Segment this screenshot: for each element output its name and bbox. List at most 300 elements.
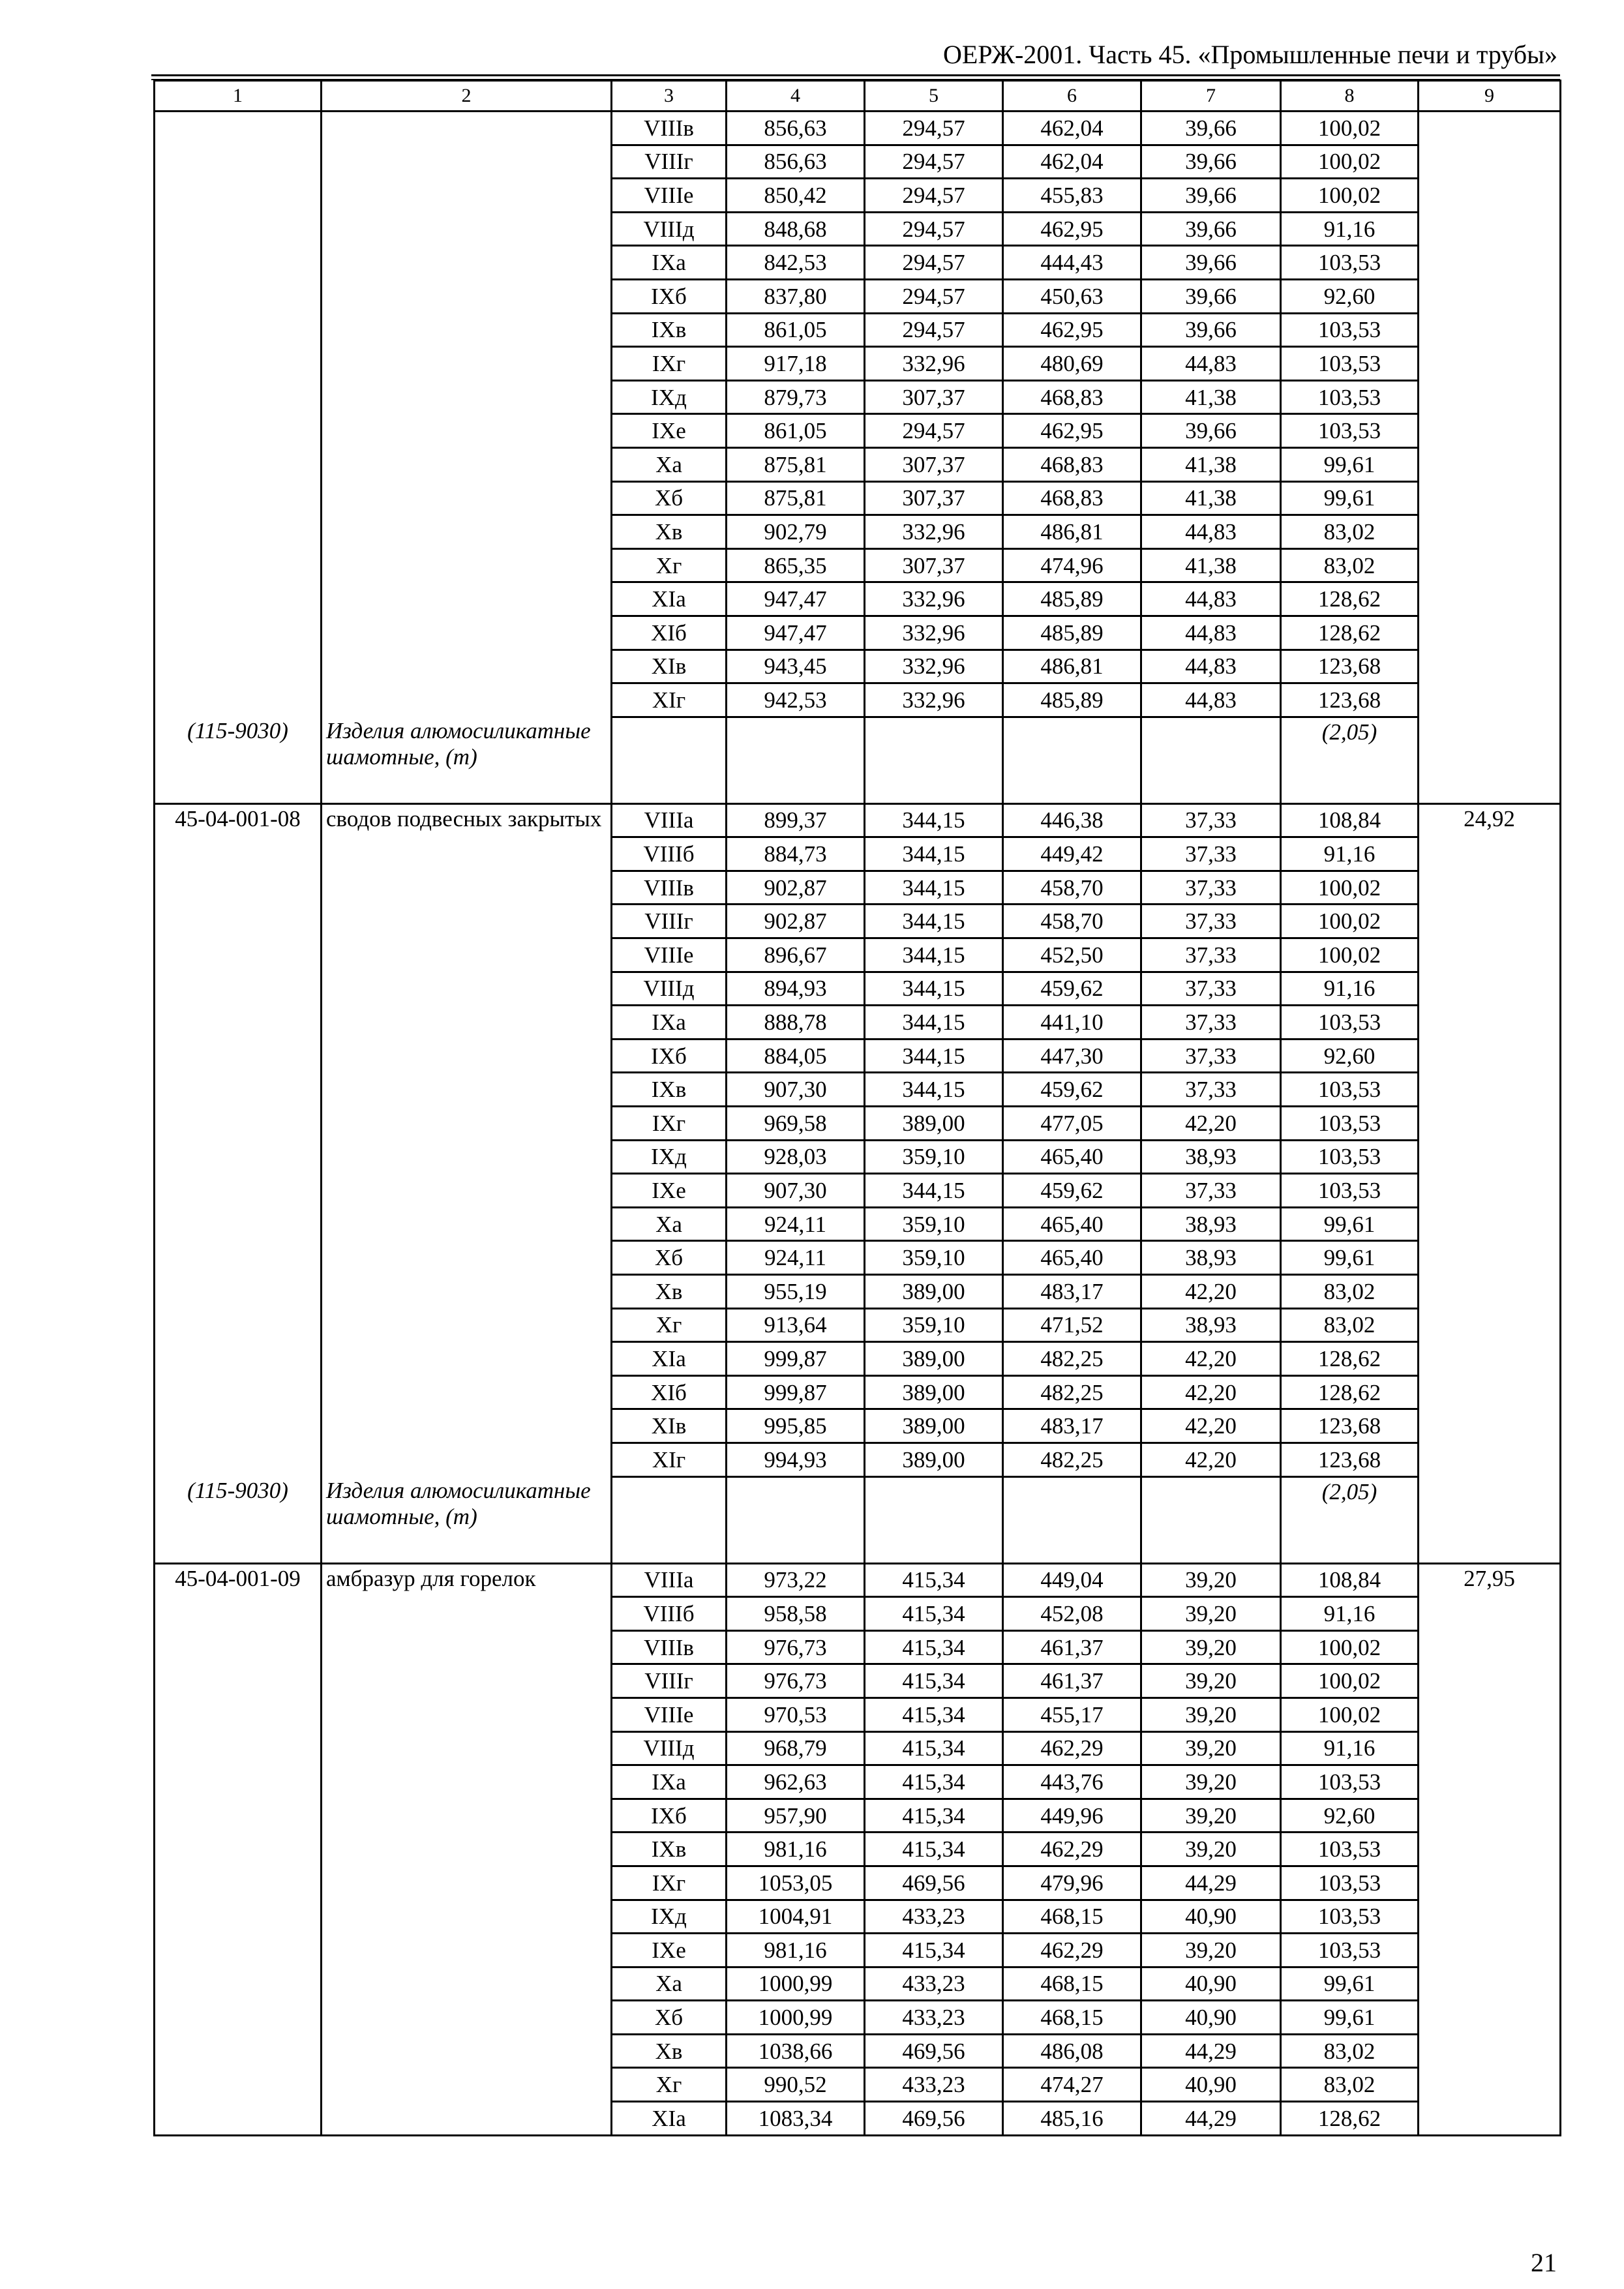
zone-cell: VIIIб (612, 837, 727, 871)
value-cell: 958,58 (727, 1597, 865, 1631)
column-number: 4 (727, 81, 865, 112)
value-cell: 44,83 (1141, 515, 1281, 549)
material-name-cell (322, 717, 612, 803)
value-cell: 103,53 (1281, 1833, 1419, 1866)
value-cell: 907,30 (727, 1073, 865, 1107)
column-number: 3 (612, 81, 727, 112)
value-cell: 103,53 (1281, 1900, 1419, 1934)
rate-name: сводов подвесных закрытых (326, 805, 602, 831)
value-cell: 307,37 (865, 447, 1003, 481)
value-cell: 294,57 (865, 313, 1003, 347)
value-cell: 83,02 (1281, 548, 1419, 582)
value-cell: 100,02 (1281, 1664, 1419, 1698)
value-cell: 389,00 (865, 1375, 1003, 1409)
value-cell: 39,20 (1141, 1597, 1281, 1631)
value-cell: 344,15 (865, 1073, 1003, 1107)
value-cell: 344,15 (865, 837, 1003, 871)
value-cell: 389,00 (865, 1275, 1003, 1309)
empty-cell (1003, 717, 1141, 803)
value-cell: 294,57 (865, 212, 1003, 246)
value-cell: 39,66 (1141, 112, 1281, 145)
value-cell: 879,73 (727, 380, 865, 414)
value-cell: 344,15 (865, 972, 1003, 1006)
value-cell: 344,15 (865, 1006, 1003, 1040)
value-cell: 103,53 (1281, 1107, 1419, 1141)
value-cell: 461,37 (1003, 1664, 1141, 1698)
zone-cell: VIIIe (612, 938, 727, 972)
column-number: 5 (865, 81, 1003, 112)
zone-cell: IXг (612, 347, 727, 381)
value-cell: 332,96 (865, 515, 1003, 549)
value-cell: 100,02 (1281, 1698, 1419, 1731)
value-cell: 861,05 (727, 414, 865, 448)
value-cell: 468,15 (1003, 2001, 1141, 2035)
empty-cell (865, 717, 1003, 803)
value-cell: 37,33 (1141, 803, 1281, 837)
value-cell: 39,66 (1141, 145, 1281, 179)
value-cell: 888,78 (727, 1006, 865, 1040)
value-cell: 471,52 (1003, 1308, 1141, 1342)
zone-cell: VIIIa (612, 803, 727, 837)
value-cell: 955,19 (727, 1275, 865, 1309)
value-cell: 962,63 (727, 1765, 865, 1799)
zone-cell: VIIIд (612, 972, 727, 1006)
value-cell: 108,84 (1281, 803, 1419, 837)
value-cell: 433,23 (865, 2001, 1003, 2035)
value-cell: 1000,99 (727, 1967, 865, 2001)
value-cell: 433,23 (865, 1967, 1003, 2001)
value-cell: 37,33 (1141, 905, 1281, 938)
value-cell: 433,23 (865, 1900, 1003, 1934)
value-cell: 41,38 (1141, 548, 1281, 582)
value-cell: 99,61 (1281, 481, 1419, 515)
material-row (155, 717, 1561, 803)
value-cell: 42,20 (1141, 1375, 1281, 1409)
value-cell: 103,53 (1281, 347, 1419, 381)
zone-cell: Xб (612, 481, 727, 515)
value-cell: 44,83 (1141, 347, 1281, 381)
value-cell: 344,15 (865, 871, 1003, 905)
value-cell: 842,53 (727, 246, 865, 280)
value-cell: 39,20 (1141, 1765, 1281, 1799)
value-cell: 415,34 (865, 1799, 1003, 1833)
value-cell: 40,90 (1141, 2001, 1281, 2035)
value-cell: 902,87 (727, 905, 865, 938)
value-cell: 99,61 (1281, 2001, 1419, 2035)
value-cell: 462,29 (1003, 1833, 1141, 1866)
value-cell: 100,02 (1281, 938, 1419, 972)
value-cell: 39,66 (1141, 246, 1281, 280)
value-cell: 433,23 (865, 2068, 1003, 2102)
value-cell: 294,57 (865, 112, 1003, 145)
value-cell: 128,62 (1281, 582, 1419, 616)
value-cell: 943,45 (727, 650, 865, 683)
empty-cell (612, 1476, 727, 1563)
value-cell: 861,05 (727, 313, 865, 347)
col9-cell: 24,92 (1419, 803, 1561, 1563)
value-cell: 103,53 (1281, 1174, 1419, 1208)
material-value: (2,05) (1321, 1478, 1377, 1504)
value-cell: 332,96 (865, 347, 1003, 381)
value-cell: 1053,05 (727, 1866, 865, 1900)
value-cell: 1083,34 (727, 2102, 865, 2136)
value-cell: 469,56 (865, 2034, 1003, 2068)
value-cell: 969,58 (727, 1107, 865, 1141)
value-cell: 415,34 (865, 1731, 1003, 1765)
value-cell: 462,04 (1003, 145, 1141, 179)
value-cell: 359,10 (865, 1308, 1003, 1342)
value-cell: 837,80 (727, 279, 865, 313)
zone-cell: VIIIe (612, 179, 727, 213)
rate-code-cell (155, 112, 322, 717)
zone-cell: XIa (612, 1342, 727, 1376)
value-cell: 103,53 (1281, 1866, 1419, 1900)
zone-cell: IXв (612, 1073, 727, 1107)
value-cell: 907,30 (727, 1174, 865, 1208)
value-cell: 462,95 (1003, 212, 1141, 246)
value-cell: 42,20 (1141, 1107, 1281, 1141)
value-cell: 973,22 (727, 1563, 865, 1597)
value-cell: 994,93 (727, 1443, 865, 1476)
table-row (155, 1563, 1561, 1597)
value-cell: 455,83 (1003, 179, 1141, 213)
zone-cell: VIIIв (612, 112, 727, 145)
value-cell: 452,08 (1003, 1597, 1141, 1631)
value-cell: 483,17 (1003, 1275, 1141, 1309)
value-cell: 92,60 (1281, 279, 1419, 313)
value-cell: 856,63 (727, 112, 865, 145)
value-cell: 99,61 (1281, 1241, 1419, 1275)
value-cell: 913,64 (727, 1308, 865, 1342)
value-cell: 482,25 (1003, 1443, 1141, 1476)
value-cell: 894,93 (727, 972, 865, 1006)
value-cell: 917,18 (727, 347, 865, 381)
value-cell: 100,02 (1281, 179, 1419, 213)
zone-cell: IXa (612, 1765, 727, 1799)
value-cell: 485,89 (1003, 683, 1141, 717)
value-cell: 103,53 (1281, 414, 1419, 448)
value-cell: 39,20 (1141, 1833, 1281, 1866)
value-cell: 332,96 (865, 650, 1003, 683)
zone-cell: IXe (612, 1174, 727, 1208)
zone-cell: VIIIд (612, 212, 727, 246)
value-cell: 128,62 (1281, 1342, 1419, 1376)
zone-cell: Xб (612, 2001, 727, 2035)
value-cell: 486,81 (1003, 650, 1141, 683)
empty-cell (1141, 717, 1281, 803)
value-cell: 344,15 (865, 1174, 1003, 1208)
value-cell: 91,16 (1281, 1597, 1419, 1631)
empty-cell (612, 717, 727, 803)
zone-cell: IXд (612, 1900, 727, 1934)
value-cell: 482,25 (1003, 1342, 1141, 1376)
empty-cell (865, 1476, 1003, 1563)
zone-cell: XIг (612, 1443, 727, 1476)
zone-cell: VIIIв (612, 1630, 727, 1664)
zone-cell: IXв (612, 313, 727, 347)
value-cell: 41,38 (1141, 481, 1281, 515)
value-cell: 39,20 (1141, 1934, 1281, 1967)
value-cell: 128,62 (1281, 2102, 1419, 2136)
value-cell: 39,20 (1141, 1630, 1281, 1664)
value-cell: 37,33 (1141, 1039, 1281, 1073)
material-name: Изделия алюмосиликатные шамотные, (т) (326, 718, 591, 770)
value-cell: 1000,99 (727, 2001, 865, 2035)
value-cell: 294,57 (865, 279, 1003, 313)
table-row (155, 112, 1561, 145)
value-cell: 294,57 (865, 179, 1003, 213)
value-cell: 294,57 (865, 145, 1003, 179)
value-cell: 40,90 (1141, 2068, 1281, 2102)
value-cell: 37,33 (1141, 972, 1281, 1006)
value-cell: 990,52 (727, 2068, 865, 2102)
value-cell: 465,40 (1003, 1241, 1141, 1275)
value-cell: 91,16 (1281, 1731, 1419, 1765)
value-cell: 896,67 (727, 938, 865, 972)
value-cell: 479,96 (1003, 1866, 1141, 1900)
value-cell: 359,10 (865, 1140, 1003, 1174)
rate-code: 45-04-001-08 (175, 805, 301, 831)
value-cell: 91,16 (1281, 212, 1419, 246)
material-code: (115-9030) (187, 1478, 288, 1504)
value-cell: 459,62 (1003, 1174, 1141, 1208)
zone-cell: Xг (612, 1308, 727, 1342)
col9-cell: 27,95 (1419, 1563, 1561, 2135)
material-code: (115-9030) (187, 718, 288, 744)
value-cell: 37,33 (1141, 837, 1281, 871)
value-cell: 100,02 (1281, 905, 1419, 938)
material-code-cell (155, 717, 322, 803)
value-cell: 995,85 (727, 1409, 865, 1443)
column-number: 8 (1281, 81, 1419, 112)
empty-cell (1141, 1476, 1281, 1563)
value-cell: 92,60 (1281, 1039, 1419, 1073)
value-cell: 38,93 (1141, 1140, 1281, 1174)
value-cell: 458,70 (1003, 905, 1141, 938)
value-cell: 461,37 (1003, 1630, 1141, 1664)
value-cell: 123,68 (1281, 1443, 1419, 1476)
value-cell: 91,16 (1281, 837, 1419, 871)
value-cell: 44,83 (1141, 650, 1281, 683)
value-cell: 465,40 (1003, 1207, 1141, 1241)
zone-cell: VIIIб (612, 1597, 727, 1631)
value-cell: 37,33 (1141, 1174, 1281, 1208)
zone-cell: IXг (612, 1866, 727, 1900)
value-cell: 469,56 (865, 1866, 1003, 1900)
value-cell: 42,20 (1141, 1342, 1281, 1376)
value-cell: 485,89 (1003, 582, 1141, 616)
value-cell: 37,33 (1141, 1073, 1281, 1107)
zone-cell: VIIIг (612, 905, 727, 938)
value-cell: 38,93 (1141, 1308, 1281, 1342)
value-cell: 37,33 (1141, 1006, 1281, 1040)
material-name: Изделия алюмосиликатные шамотные, (т) (326, 1478, 591, 1530)
value-cell: 444,43 (1003, 246, 1141, 280)
column-number: 9 (1419, 81, 1561, 112)
zone-cell: Xa (612, 1207, 727, 1241)
rate-name-cell (322, 803, 612, 1476)
value-cell: 483,17 (1003, 1409, 1141, 1443)
value-cell: 44,29 (1141, 2102, 1281, 2136)
value-cell: 449,96 (1003, 1799, 1141, 1833)
value-cell: 459,62 (1003, 1073, 1141, 1107)
zone-cell: IXд (612, 1140, 727, 1174)
value-cell: 44,83 (1141, 683, 1281, 717)
value-cell: 462,95 (1003, 313, 1141, 347)
empty-cell (727, 1476, 865, 1563)
value-cell: 415,34 (865, 1664, 1003, 1698)
zone-cell: XIa (612, 582, 727, 616)
value-cell: 344,15 (865, 938, 1003, 972)
zone-cell: Xв (612, 2034, 727, 2068)
value-cell: 468,83 (1003, 447, 1141, 481)
value-cell: 389,00 (865, 1443, 1003, 1476)
value-cell: 875,81 (727, 447, 865, 481)
zone-cell: IXв (612, 1833, 727, 1866)
value-cell: 468,15 (1003, 1900, 1141, 1934)
value-cell: 39,66 (1141, 279, 1281, 313)
zone-cell: VIIIe (612, 1698, 727, 1731)
value-cell: 899,37 (727, 803, 865, 837)
value-cell: 42,20 (1141, 1409, 1281, 1443)
value-cell: 947,47 (727, 616, 865, 650)
value-cell: 332,96 (865, 582, 1003, 616)
value-cell: 474,96 (1003, 548, 1141, 582)
zone-cell: XIб (612, 1375, 727, 1409)
zone-cell: IXa (612, 1006, 727, 1040)
value-cell: 884,73 (727, 837, 865, 871)
value-cell: 415,34 (865, 1563, 1003, 1597)
value-cell: 449,04 (1003, 1563, 1141, 1597)
zone-cell: Xг (612, 2068, 727, 2102)
value-cell: 40,90 (1141, 1900, 1281, 1934)
value-cell: 91,16 (1281, 972, 1419, 1006)
value-cell: 468,83 (1003, 380, 1141, 414)
column-number-row (155, 81, 1561, 112)
value-cell: 103,53 (1281, 380, 1419, 414)
value-cell: 103,53 (1281, 246, 1419, 280)
value-cell: 103,53 (1281, 1765, 1419, 1799)
material-row (155, 1476, 1561, 1563)
zone-cell: IXa (612, 246, 727, 280)
zone-cell: Xa (612, 1967, 727, 2001)
value-cell: 455,17 (1003, 1698, 1141, 1731)
value-cell: 924,11 (727, 1207, 865, 1241)
material-value: (2,05) (1321, 719, 1377, 745)
value-cell: 474,27 (1003, 2068, 1141, 2102)
value-cell: 344,15 (865, 1039, 1003, 1073)
value-cell: 999,87 (727, 1375, 865, 1409)
value-cell: 83,02 (1281, 2068, 1419, 2102)
zone-cell: VIIIг (612, 1664, 727, 1698)
value-cell: 100,02 (1281, 145, 1419, 179)
value-cell: 44,83 (1141, 616, 1281, 650)
value-cell: 452,50 (1003, 938, 1141, 972)
rate-code-cell (155, 1563, 322, 2135)
value-cell: 294,57 (865, 414, 1003, 448)
value-cell: 485,16 (1003, 2102, 1141, 2136)
value-cell: 1004,91 (727, 1900, 865, 1934)
rate-name-cell (322, 112, 612, 717)
value-cell: 480,69 (1003, 347, 1141, 381)
value-cell: 482,25 (1003, 1375, 1141, 1409)
zone-cell: IXe (612, 414, 727, 448)
value-cell: 42,20 (1141, 1275, 1281, 1309)
value-cell: 344,15 (865, 803, 1003, 837)
value-cell: 865,35 (727, 548, 865, 582)
zone-cell: IXд (612, 380, 727, 414)
value-cell: 39,20 (1141, 1664, 1281, 1698)
value-cell: 37,33 (1141, 938, 1281, 972)
value-cell: 44,29 (1141, 2034, 1281, 2068)
zone-cell: VIIIa (612, 1563, 727, 1597)
value-cell: 389,00 (865, 1409, 1003, 1443)
value-cell: 469,56 (865, 2102, 1003, 2136)
value-cell: 875,81 (727, 481, 865, 515)
zone-cell: IXб (612, 1039, 727, 1073)
value-cell: 83,02 (1281, 515, 1419, 549)
value-cell: 83,02 (1281, 1308, 1419, 1342)
value-cell: 468,15 (1003, 1967, 1141, 2001)
value-cell: 856,63 (727, 145, 865, 179)
value-cell: 441,10 (1003, 1006, 1141, 1040)
value-cell: 103,53 (1281, 313, 1419, 347)
page-number: 21 (1531, 2248, 1557, 2277)
value-cell: 957,90 (727, 1799, 865, 1833)
value-cell: 450,63 (1003, 279, 1141, 313)
value-cell: 83,02 (1281, 2034, 1419, 2068)
column-number: 2 (322, 81, 612, 112)
value-cell: 40,90 (1141, 1967, 1281, 2001)
value-cell: 981,16 (727, 1833, 865, 1866)
value-cell: 968,79 (727, 1731, 865, 1765)
rates-table (153, 80, 1561, 2136)
table-row (155, 803, 1561, 837)
value-cell: 415,34 (865, 1934, 1003, 1967)
material-value-cell (1281, 717, 1419, 803)
value-cell: 449,42 (1003, 837, 1141, 871)
value-cell: 38,93 (1141, 1207, 1281, 1241)
value-cell: 307,37 (865, 548, 1003, 582)
zone-cell: Xв (612, 1275, 727, 1309)
value-cell: 39,66 (1141, 179, 1281, 213)
zone-cell: Xб (612, 1241, 727, 1275)
value-cell: 294,57 (865, 246, 1003, 280)
value-cell: 92,60 (1281, 1799, 1419, 1833)
column-number: 7 (1141, 81, 1281, 112)
value-cell: 100,02 (1281, 1630, 1419, 1664)
value-cell: 128,62 (1281, 1375, 1419, 1409)
value-cell: 486,81 (1003, 515, 1141, 549)
value-cell: 924,11 (727, 1241, 865, 1275)
zone-cell: IXб (612, 279, 727, 313)
value-cell: 1038,66 (727, 2034, 865, 2068)
value-cell: 41,38 (1141, 380, 1281, 414)
value-cell: 39,20 (1141, 1563, 1281, 1597)
value-cell: 462,29 (1003, 1934, 1141, 1967)
value-cell: 123,68 (1281, 650, 1419, 683)
value-cell: 415,34 (865, 1597, 1003, 1631)
value-cell: 39,20 (1141, 1799, 1281, 1833)
value-cell: 928,03 (727, 1140, 865, 1174)
value-cell: 44,83 (1141, 582, 1281, 616)
value-cell: 39,20 (1141, 1698, 1281, 1731)
value-cell: 123,68 (1281, 683, 1419, 717)
value-cell: 415,34 (865, 1833, 1003, 1866)
empty-cell (1003, 1476, 1141, 1563)
value-cell: 415,34 (865, 1765, 1003, 1799)
rate-name-cell (322, 1563, 612, 2135)
